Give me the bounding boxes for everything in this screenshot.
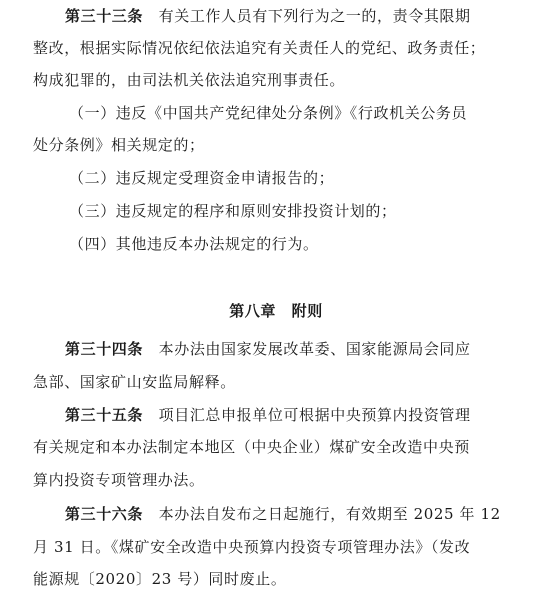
article-35-line-2: 有关规定和本办法制定本地区（中央企业）煤矿安全改造中央预: [33, 438, 470, 456]
article-36-line-2: 月 31 日。《煤矿安全改造中央预算内投资专项管理办法》（发改: [33, 538, 471, 556]
article-33-item-2: （二）违反规定受理资金申请报告的；: [69, 169, 335, 187]
article-33-item-1: （一）违反《中国共产党纪律处分条例》《行政机关公务员: [69, 104, 468, 122]
article-34-line-1: [0, 338, 552, 360]
article-34-label: 第三十四条: [65, 340, 144, 358]
article-36-label: 第三十六条: [65, 505, 144, 523]
article-35-line-3: 算内投资专项管理办法。: [33, 471, 205, 489]
article-33-item-4: （四）其他违反本办法规定的行为。: [69, 235, 319, 253]
chapter-8-heading: 第八章 附则: [229, 302, 323, 320]
article-36-text: 本办法自发布之日起施行，有效期至 2025 年 12: [143, 505, 501, 523]
article-33-text: 有关工作人员有下列行为之一的，责令其限期: [143, 7, 471, 25]
article-33-label: 第三十三条: [65, 7, 144, 25]
article-33-line-1: [0, 5, 552, 27]
article-33-line-2: 整改，根据实际情况依纪依法追究有关责任人的党纪、政务责任；: [33, 39, 486, 57]
article-34-line-2: 急部、国家矿山安监局解释。: [33, 373, 236, 391]
article-36-line-1: [0, 503, 552, 525]
article-33-item-1-cont: 处分条例》相关规定的；: [33, 136, 205, 154]
article-36-line-3: 能源规〔2020〕23 号）同时废止。: [33, 570, 287, 588]
article-34-text: 本办法由国家发展改革委、国家能源局会同应: [143, 340, 471, 358]
article-33-item-3: （三）违反规定的程序和原则安排投资计划的；: [69, 202, 397, 220]
article-35-line-1: [0, 404, 552, 426]
article-35-label: 第三十五条: [65, 406, 144, 424]
article-33-line-3: 构成犯罪的，由司法机关依法追究刑事责任。: [33, 71, 346, 89]
article-35-text: 项目汇总申报单位可根据中央预算内投资管理: [143, 406, 471, 424]
